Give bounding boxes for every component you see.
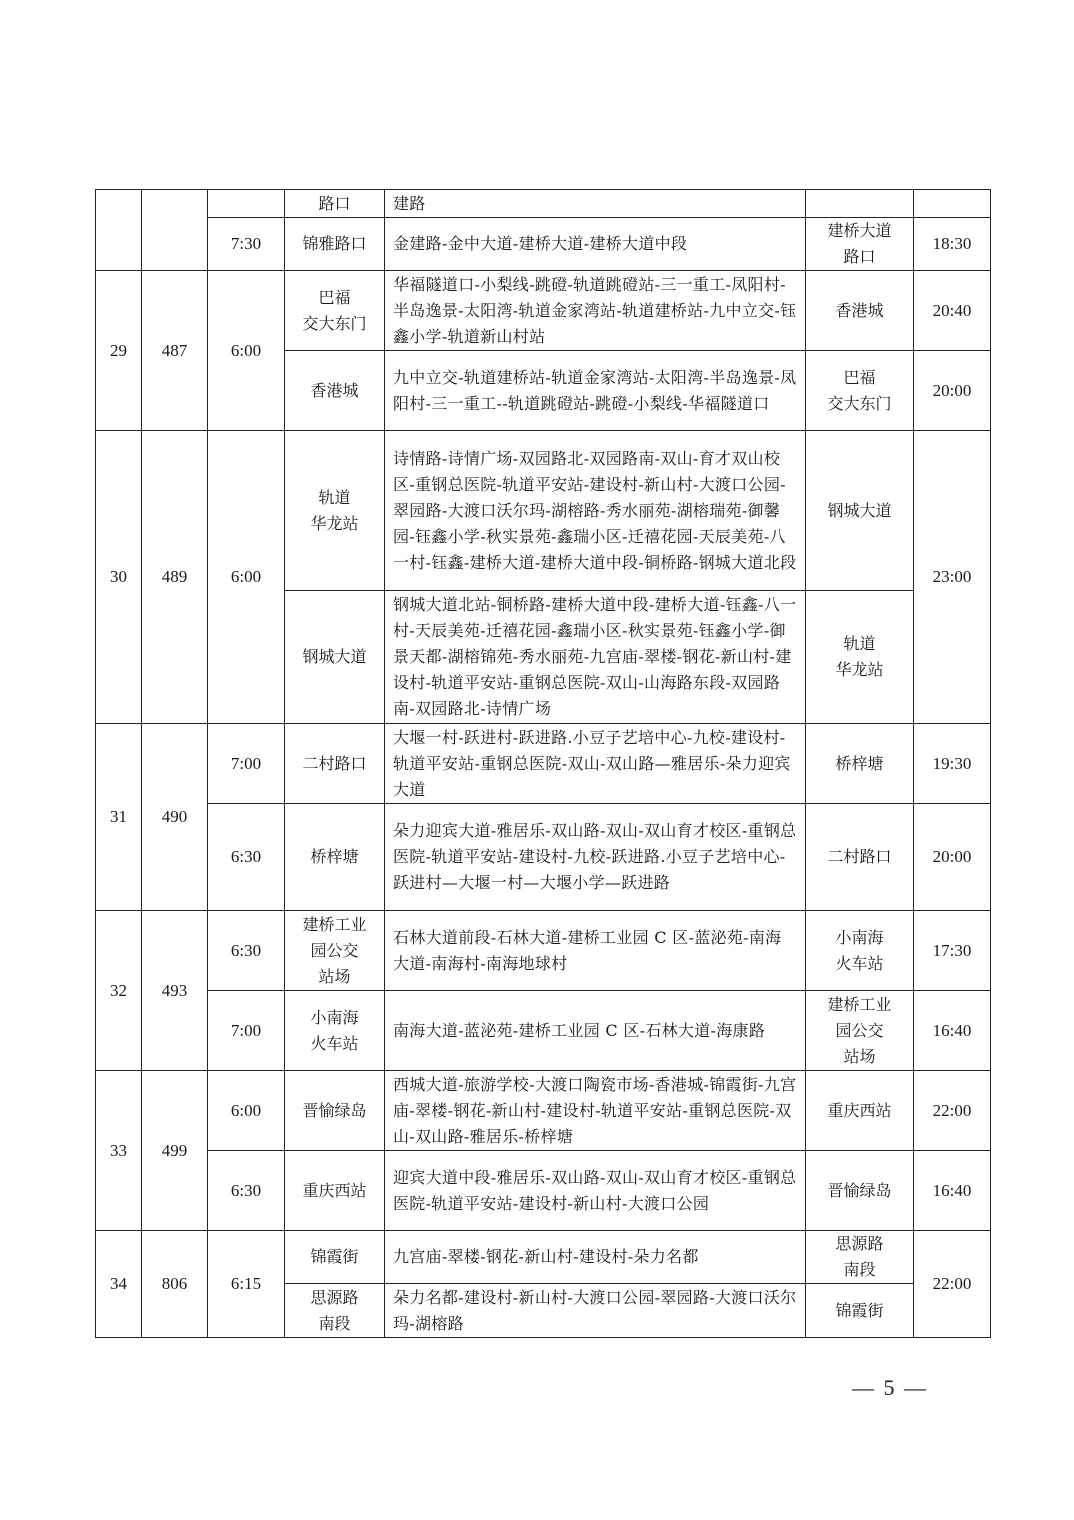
terminal-cell: 钢城大道 bbox=[806, 431, 914, 591]
origin-cell: 锦雅路口 bbox=[285, 218, 385, 271]
first-bus-cell: 7:00 bbox=[208, 724, 285, 804]
origin-cell: 轨道 华龙站 bbox=[285, 431, 385, 591]
seq-cell bbox=[96, 190, 142, 271]
seq-cell: 32 bbox=[96, 911, 142, 1071]
first-bus-cell: 7:00 bbox=[208, 991, 285, 1071]
origin-cell: 晋愉绿岛 bbox=[285, 1071, 385, 1151]
first-bus-cell: 6:00 bbox=[208, 271, 285, 431]
origin-cell: 桥梓塘 bbox=[285, 804, 385, 911]
table-row bbox=[96, 804, 991, 911]
route-cell: 西城大道-旅游学校-大渡口陶瓷市场-香港城-锦霞街-九宫庙-翠楼-钢花-新山村-建设村-轨道平安站-重钢总医院-双山-双山路-雅居乐-桥梓塘 bbox=[385, 1071, 806, 1151]
last-bus-cell: 19:30 bbox=[914, 724, 991, 804]
table-row bbox=[96, 431, 991, 591]
route-cell: 南海大道-蓝泌苑-建桥工业园 C 区-石林大道-海康路 bbox=[385, 991, 806, 1071]
seq-cell: 30 bbox=[96, 431, 142, 724]
terminal-cell: 建桥大道 路口 bbox=[806, 218, 914, 271]
terminal-cell bbox=[806, 190, 914, 218]
table-row bbox=[96, 911, 991, 991]
terminal-cell: 巴福 交大东门 bbox=[806, 351, 914, 431]
first-bus-cell: 6:00 bbox=[208, 1071, 285, 1151]
route-cell: 朵力迎宾大道-雅居乐-双山路-双山-双山育才校区-重钢总医院-轨道平安站-建设村-九校-跃进路.小豆子艺培中心-跃进村—大堰一村—大堰小学—跃进路 bbox=[385, 804, 806, 911]
line-cell: 490 bbox=[142, 724, 208, 911]
route-cell: 九中立交-轨道建桥站-轨道金家湾站-太阳湾-半岛逸景-凤阳村-三一重工--轨道跳磴站-跳磴-小梨线-华福隧道口 bbox=[385, 351, 806, 431]
first-bus-cell: 6:00 bbox=[208, 431, 285, 724]
seq-cell: 33 bbox=[96, 1071, 142, 1231]
last-bus-cell: 17:30 bbox=[914, 911, 991, 991]
line-cell: 489 bbox=[142, 431, 208, 724]
route-cell: 大堰一村-跃进村-跃进路.小豆子艺培中心-九校-建设村-轨道平安站-重钢总医院-双山-双山路—雅居乐-朵力迎宾大道 bbox=[385, 724, 806, 804]
table-row bbox=[96, 1151, 991, 1231]
seq-cell: 29 bbox=[96, 271, 142, 431]
route-cell: 金建路-金中大道-建桥大道-建桥大道中段 bbox=[385, 218, 806, 271]
origin-cell: 小南海 火车站 bbox=[285, 991, 385, 1071]
last-bus-cell: 20:40 bbox=[914, 271, 991, 351]
first-bus-cell: 7:30 bbox=[208, 218, 285, 271]
terminal-cell: 晋愉绿岛 bbox=[806, 1151, 914, 1231]
terminal-cell: 锦霞街 bbox=[806, 1284, 914, 1338]
route-cell: 诗情路-诗情广场-双园路北-双园路南-双山-育才双山校区-重钢总医院-轨道平安站-建设村-新山村-大渡口公园-翠园路-大渡口沃尔玛-湖榕路-秀水丽苑-湖榕瑞苑-御馨园-钰鑫小学-秋实景苑-鑫瑞小区-迁禧花园-天辰美苑-八一村-钰鑫-建桥大道-建桥大道中段-铜桥路-钢城大道北段 bbox=[385, 431, 806, 591]
origin-cell: 锦霞街 bbox=[285, 1231, 385, 1284]
table-row bbox=[96, 991, 991, 1071]
origin-cell: 路口 bbox=[285, 190, 385, 218]
origin-cell: 思源路 南段 bbox=[285, 1284, 385, 1338]
first-bus-cell: 6:15 bbox=[208, 1231, 285, 1338]
last-bus-cell: 16:40 bbox=[914, 991, 991, 1071]
origin-cell: 重庆西站 bbox=[285, 1151, 385, 1231]
origin-cell: 巴福 交大东门 bbox=[285, 271, 385, 351]
route-cell: 钢城大道北站-铜桥路-建桥大道中段-建桥大道-钰鑫-八一村-天辰美苑-迁禧花园-鑫瑞小区-秋实景苑-钰鑫小学-御景天都-湖榕锦苑-秀水丽苑-九宫庙-翠楼-钢花-新山村-建设村-轨道平安站-重钢总医院-双山-山海路东段-双园路南-双园路北-诗情广场 bbox=[385, 591, 806, 724]
first-bus-cell: 6:30 bbox=[208, 804, 285, 911]
bus-route-table bbox=[95, 189, 991, 1338]
last-bus-cell: 23:00 bbox=[914, 431, 991, 724]
terminal-cell: 香港城 bbox=[806, 271, 914, 351]
table-row bbox=[96, 218, 991, 271]
first-bus-cell: 6:30 bbox=[208, 1151, 285, 1231]
first-bus-cell bbox=[208, 190, 285, 218]
terminal-cell: 轨道 华龙站 bbox=[806, 591, 914, 724]
route-cell: 建路 bbox=[385, 190, 806, 218]
route-cell: 石林大道前段-石林大道-建桥工业园 C 区-蓝泌苑-南海大道-南海村-南海地球村 bbox=[385, 911, 806, 991]
last-bus-cell: 22:00 bbox=[914, 1071, 991, 1151]
terminal-cell: 二村路口 bbox=[806, 804, 914, 911]
route-cell: 九宫庙-翠楼-钢花-新山村-建设村-朵力名都 bbox=[385, 1231, 806, 1284]
route-cell: 华福隧道口-小梨线-跳磴-轨道跳磴站-三一重工-凤阳村-半岛逸景-太阳湾-轨道金家湾站-轨道建桥站-九中立交-钰鑫小学-轨道新山村站 bbox=[385, 271, 806, 351]
line-cell: 499 bbox=[142, 1071, 208, 1231]
page-number: — 5 — bbox=[852, 1375, 928, 1400]
route-cell: 朵力名都-建设村-新山村-大渡口公园-翠园路-大渡口沃尔玛-湖榕路 bbox=[385, 1284, 806, 1338]
last-bus-cell: 18:30 bbox=[914, 218, 991, 271]
last-bus-cell: 16:40 bbox=[914, 1151, 991, 1231]
last-bus-cell: 20:00 bbox=[914, 804, 991, 911]
table-row bbox=[96, 724, 991, 804]
origin-cell: 香港城 bbox=[285, 351, 385, 431]
seq-cell: 31 bbox=[96, 724, 142, 911]
last-bus-cell bbox=[914, 190, 991, 218]
table-row bbox=[96, 1231, 991, 1284]
seq-cell: 34 bbox=[96, 1231, 142, 1338]
table-row bbox=[96, 271, 991, 351]
first-bus-cell: 6:30 bbox=[208, 911, 285, 991]
terminal-cell: 建桥工业 园公交 站场 bbox=[806, 991, 914, 1071]
last-bus-cell: 20:00 bbox=[914, 351, 991, 431]
last-bus-cell: 22:00 bbox=[914, 1231, 991, 1338]
table-row bbox=[96, 190, 991, 218]
origin-cell: 二村路口 bbox=[285, 724, 385, 804]
terminal-cell: 重庆西站 bbox=[806, 1071, 914, 1151]
terminal-cell: 桥梓塘 bbox=[806, 724, 914, 804]
terminal-cell: 小南海 火车站 bbox=[806, 911, 914, 991]
terminal-cell: 思源路 南段 bbox=[806, 1231, 914, 1284]
line-cell: 806 bbox=[142, 1231, 208, 1338]
line-cell bbox=[142, 190, 208, 271]
origin-cell: 钢城大道 bbox=[285, 591, 385, 724]
origin-cell: 建桥工业 园公交 站场 bbox=[285, 911, 385, 991]
table-row bbox=[96, 1071, 991, 1151]
route-cell: 迎宾大道中段-雅居乐-双山路-双山-双山育才校区-重钢总医院-轨道平安站-建设村-新山村-大渡口公园 bbox=[385, 1151, 806, 1231]
line-cell: 493 bbox=[142, 911, 208, 1071]
line-cell: 487 bbox=[142, 271, 208, 431]
